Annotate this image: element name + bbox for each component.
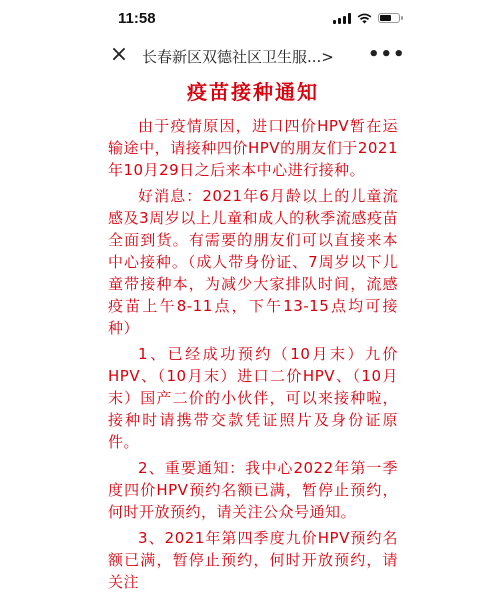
wifi-icon <box>357 13 372 24</box>
article-title: 疫苗接种通知 <box>187 80 319 104</box>
status-icons <box>333 13 400 24</box>
more-options-icon[interactable]: ••• <box>368 44 406 65</box>
nav-bar <box>0 38 500 74</box>
account-title-link[interactable]: 长春新区双德社区卫生服...> <box>142 48 334 66</box>
paragraph-item-3: 3、2021年第四季度九价HPV预约名额已满，暂停止预约，何时开放预约，请关注 <box>108 529 398 591</box>
status-time: 11:58 <box>118 9 156 27</box>
paragraph-flu-vaccine: 好消息：2021年6月龄以上的儿童流感及3周岁以上儿童和成人的秋季流感疫苗全面到货。有需要的朋友们可以直接来本中心接种。（成人带身份证、7周岁以下儿童带接种本，为减少大家排队时间，流感疫苗上午8-11点，下午13-15点均可接种） <box>108 187 398 337</box>
article-body <box>108 76 398 597</box>
paragraph-item-1: 1、已经成功预约（10月末）九价HPV、（10月末）进口二价HPV、（10月末）国产二价的小伙伴，可以来接种啦，接种时请携带交款凭证照片及身份证原件。 <box>108 345 398 451</box>
paragraph-item-2: 2、重要通知：我中心2022年第一季度四价HPV预约名额已满，暂停止预约，何时开放预约，请关注公众号通知。 <box>108 459 398 521</box>
close-icon[interactable]: × <box>109 42 129 67</box>
paragraph-import-hpv: 由于疫情原因，进口四价HPV暂在运输途中，请接种四价HPV的朋友们于2021年10月29日之后来本中心进行接种。 <box>108 117 398 179</box>
cellular-signal-icon <box>333 13 351 24</box>
status-bar <box>0 0 500 36</box>
battery-icon <box>378 13 400 23</box>
